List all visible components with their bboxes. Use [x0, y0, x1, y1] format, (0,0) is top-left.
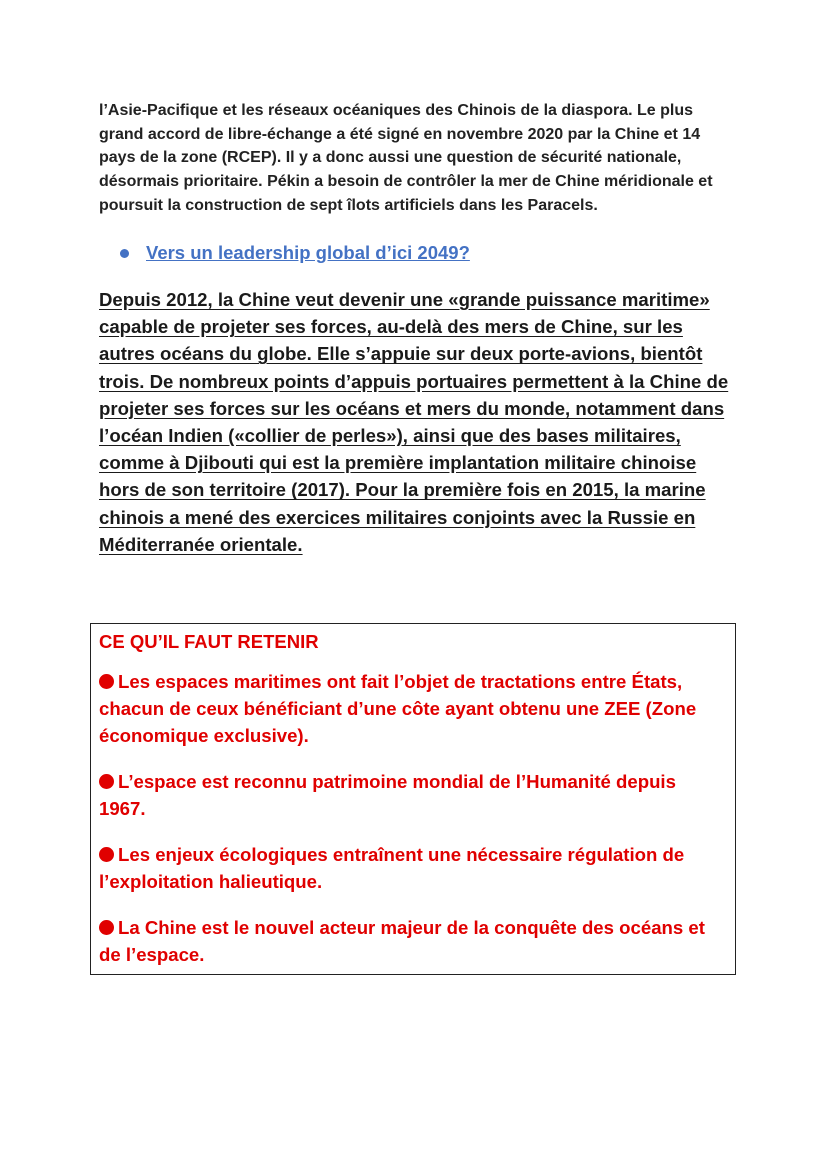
key-points-box	[90, 623, 736, 975]
key-point-item	[99, 768, 727, 822]
key-point-item	[99, 668, 727, 749]
red-circle-icon	[99, 920, 114, 935]
intro-paragraph: l’Asie-Pacifique et les réseaux océaniques des Chinois de la diaspora. Le plus grand accord de libre-échange a été signé en novembre 2020 par la Chine et 14 pays de la zone (RCEP). Il y a donc aussi une question de sécurité nationale, désormais prioritaire. Pékin a besoin de contrôler la mer de Chine méridionale et poursuit la construction de sept îlots artificiels dans les Paracels.	[99, 102, 713, 214]
key-point-text: Les espaces maritimes ont fait l’objet de tractations entre États, chacun de ceux bénéficiant d’une côte ayant obtenu une ZEE (Zone économique exclusive).	[99, 671, 697, 746]
key-point-text: L’espace est reconnu patrimoine mondial de l’Humanité depuis 1967.	[99, 771, 676, 819]
key-point-item	[99, 914, 727, 968]
bullet-list	[120, 240, 470, 266]
main-paragraph: Depuis 2012, la Chine veut devenir une «grande puissance maritime» capable de projeter ses forces, au-delà des mers de Chine, sur les autres océans du globe. Elle s’appuie sur deux porte-avions, bientôt trois. De nombreux points d’appuis portuaires permettent à la Chine de projeter ses forces sur les océans et mers du monde, notamment dans l’océan Indien («collier de perles»), ainsi que des bases militaires, comme à Djibouti qui est la première implantation militaire chinoise hors de son territoire (2017). Pour la première fois en 2015, la marine chinois a mené des exercices militaires conjoints avec la Russie en Méditerranée orientale.	[99, 289, 729, 555]
key-point-text: La Chine est le nouvel acteur majeur de la conquête des océans et de l’espace.	[99, 917, 705, 965]
key-points-title: CE QU’IL FAUT RETENIR	[99, 631, 319, 652]
key-point-item	[99, 841, 727, 895]
bullet-dot-icon	[120, 249, 129, 258]
bullet-item	[120, 240, 470, 266]
red-circle-icon	[99, 774, 114, 789]
red-circle-icon	[99, 674, 114, 689]
section-heading-link[interactable]: Vers un leadership global d’ici 2049?	[146, 242, 470, 263]
red-circle-icon	[99, 847, 114, 862]
key-point-text: Les enjeux écologiques entraînent une nécessaire régulation de l’exploitation halieutique.	[99, 844, 685, 892]
